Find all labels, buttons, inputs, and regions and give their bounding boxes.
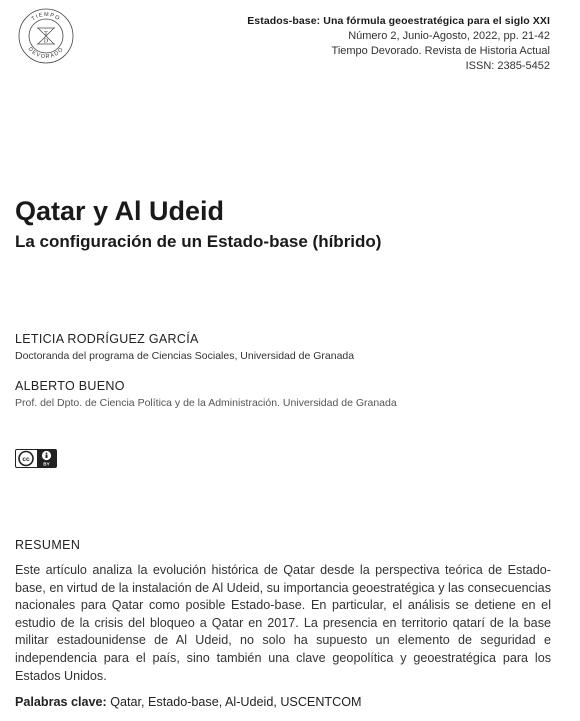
issn: ISSN: 2385-5452 <box>465 60 550 72</box>
by-label: BY <box>43 461 50 467</box>
svg-text:TIEMPO <box>31 12 62 22</box>
logo-letter-t: T <box>44 31 48 37</box>
journal-logo-icon <box>16 6 76 66</box>
running-head-title: Estados-base: Una fórmula geoestratégica para el siglo XXI <box>247 15 550 27</box>
issue-info: Número 2, Junio-Agosto, 2022, pp. 21-42 <box>348 30 550 42</box>
keywords <box>15 695 361 709</box>
article-title: Qatar y Al Udeid <box>15 196 225 226</box>
keywords-label: Palabras clave: <box>15 695 107 709</box>
journal-name: Tiempo Devorado. Revista de Historia Actual <box>331 45 550 57</box>
cc-label: cc <box>22 456 30 463</box>
article-subtitle: La configuración de un Estado-base (híbrido) <box>15 232 382 251</box>
author-affiliation: Prof. del Dpto. de Ciencia Política y de la Administración. Universidad de Granada <box>15 397 397 409</box>
author-name: ALBERTO BUENO <box>15 379 125 393</box>
logo-letter-d: D <box>43 38 49 45</box>
abstract-heading: RESUMEN <box>15 538 81 552</box>
cc-by-license-icon[interactable] <box>15 449 57 468</box>
keywords-values: Qatar, Estado-base, Al-Udeid, USCENTCOM <box>110 695 362 709</box>
running-head <box>247 14 550 74</box>
author-affiliation: Doctoranda del programa de Ciencias Sociales, Universidad de Granada <box>15 350 355 362</box>
abstract-text: Este artículo analiza la evolución histórica de Qatar desde la perspectiva teórica de Estado-base, en virtud de la instalación de Al Udeid, su importancia geoestratégica y las consecuencias nacionales para Qatar como posible Estado-base. En particular, el análisis se detiene en el estudio de la crisis del bloqueo a Qatar en 2017. La presencia en territorio qatarí de la base militar estadounidense de Al Udeid, no solo ha supuesto un elemento de seguridad e independencia para el país, sino también una clave geopolítica y geoestratégica para los Estados Unidos. <box>15 563 551 683</box>
author-name: LETICIA RODRÍGUEZ GARCÍA <box>15 332 199 346</box>
logo-text-bottom: DEVORADO <box>26 46 66 61</box>
logo-text-top: TIEMPO <box>30 11 62 23</box>
